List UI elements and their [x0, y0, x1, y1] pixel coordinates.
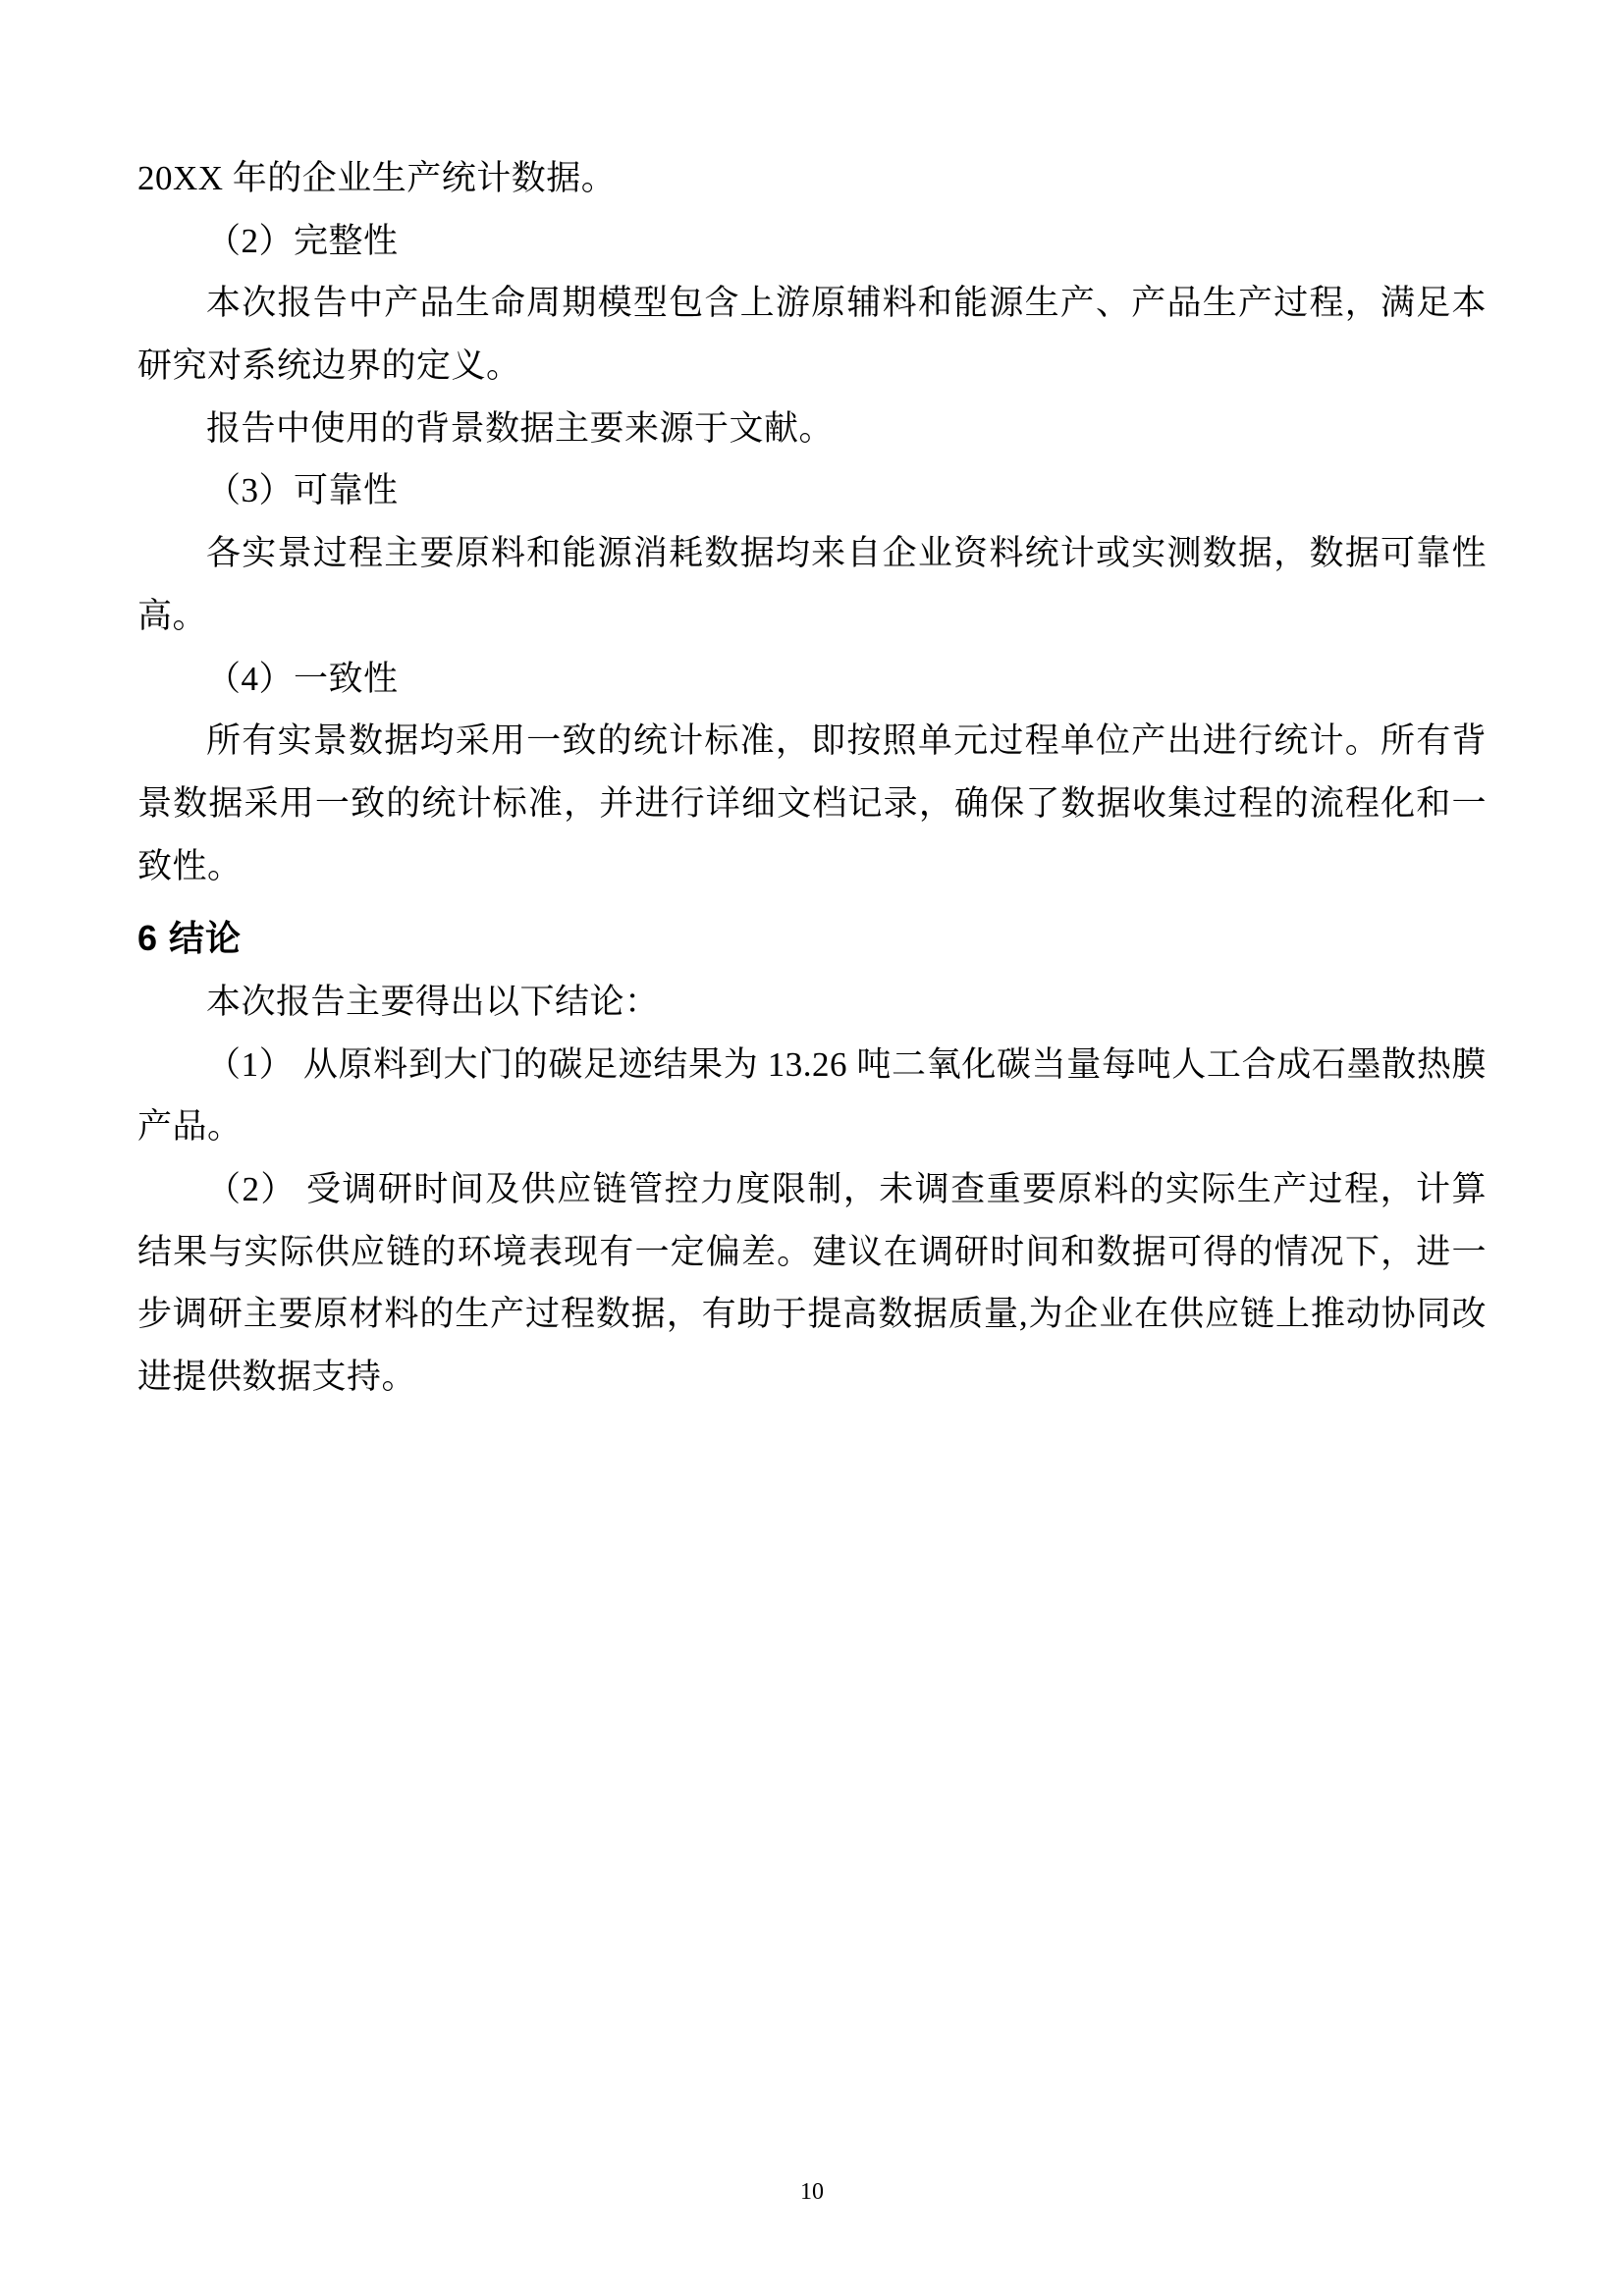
page-number: 10	[800, 2179, 824, 2205]
paragraph: （2） 受调研时间及供应链管控力度限制，未调查重要原料的实际生产过程，计算结果与实际供应链的环境表现有一定偏差。建议在调研时间和数据可得的情况下，进一步调研主要原材料的生产过程数据，有助于提高数据质量,为企业在供应链上推动协同改进提供数据支持。	[137, 1170, 1487, 1397]
paragraph: （4）一致性	[206, 659, 399, 698]
paragraph: （1） 从原料到大门的碳足迹结果为 13.26 吨二氧化碳当量每吨人工合成石墨散热膜产品。	[137, 1044, 1487, 1147]
paragraph: （3）可靠性	[206, 471, 399, 510]
paragraph: 本次报告中产品生命周期模型包含上游原辅料和能源生产、产品生产过程，满足本研究对系统边界的定义。	[137, 284, 1487, 386]
paragraph: 所有实景数据均采用一致的统计标准，即按照单元过程单位产出进行统计。所有背景数据采用一致的统计标准，并进行详细文档记录，确保了数据收集过程的流程化和一致性。	[137, 721, 1487, 885]
section-heading: 6 结论	[137, 918, 243, 959]
document-body	[137, 147, 1487, 1409]
paragraph: 20XX 年的企业生产统计数据。	[137, 159, 617, 197]
paragraph: 各实景过程主要原料和能源消耗数据均来自企业资料统计或实测数据，数据可靠性高。	[137, 534, 1487, 635]
paragraph: 报告中使用的背景数据主要来源于文献。	[206, 408, 835, 448]
paragraph: （2）完整性	[206, 221, 399, 260]
paragraph: 本次报告主要得出以下结论：	[206, 983, 660, 1022]
